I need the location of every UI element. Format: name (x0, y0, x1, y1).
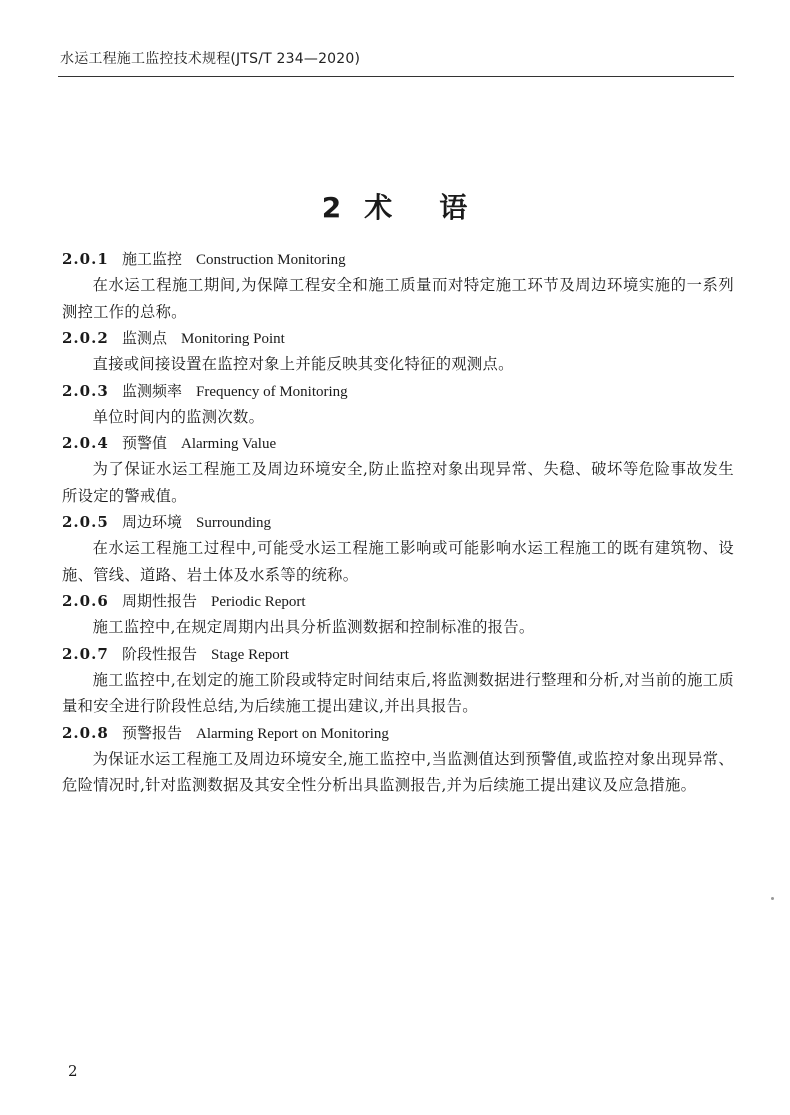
header-rule (58, 76, 734, 77)
term-chinese-name: 监测点 (122, 329, 168, 347)
term-heading (62, 641, 734, 667)
term-chinese-name: 监测频率 (122, 381, 183, 400)
page-number: 2 (68, 1062, 78, 1080)
term-english-name: Frequency of Monitoring (196, 383, 348, 400)
term-code: 2.0.6 (62, 592, 109, 610)
term-english-name: Alarming Value (181, 436, 277, 452)
term-2-0-1 (62, 246, 734, 325)
term-english-name: Periodic Report (211, 594, 306, 610)
term-2-0-7 (62, 641, 734, 720)
term-heading (62, 720, 734, 746)
term-definition: 在水运工程施工期间,为保障工程安全和施工质量而对特定施工环节及周边环境实施的一系列测控工作的总称。 (62, 276, 734, 321)
terms-list (62, 246, 734, 799)
term-english-name: Monitoring Point (181, 331, 285, 347)
term-2-0-2 (62, 325, 734, 378)
term-code: 2.0.4 (62, 434, 109, 452)
term-chinese-name: 阶段性报告 (122, 644, 198, 663)
term-chinese-name: 周边环境 (122, 513, 183, 531)
term-heading (62, 325, 734, 351)
term-chinese-name: 预警报告 (122, 723, 183, 742)
term-definition: 施工监控中,在划定的施工阶段或特定时间结束后,将监测数据进行整理和分析,对当前的施工质量和安全进行阶段性总结,为后续施工提出建议,并出具报告。 (62, 670, 734, 715)
term-english-name: Construction Monitoring (196, 252, 346, 268)
term-code: 2.0.8 (62, 723, 109, 742)
term-definition: 施工监控中,在规定周期内出具分析监测数据和控制标准的报告。 (92, 618, 535, 636)
chapter-number: 2 (321, 191, 343, 224)
term-heading (62, 588, 734, 614)
term-definition: 为保证水运工程施工及周边环境安全,施工监控中,当监测值达到预警值,或监控对象出现异常、危险情况时,针对监测数据及其安全性分析出具监测报告,并为后续施工提出建议及应急措施。 (62, 749, 734, 794)
term-english-name: Alarming Report on Monitoring (196, 725, 389, 742)
term-chinese-name: 预警值 (122, 434, 168, 452)
term-chinese-name: 周期性报告 (122, 592, 198, 610)
term-code: 2.0.3 (62, 381, 109, 400)
term-definition: 为了保证水运工程施工及周边环境安全,防止监控对象出现异常、失稳、破坏等危险事故发生所设定的警戒值。 (62, 460, 734, 505)
chapter-title-char-1: 术 (364, 191, 394, 224)
term-code: 2.0.1 (62, 250, 109, 268)
term-chinese-name: 施工监控 (122, 250, 183, 268)
term-2-0-6 (62, 588, 734, 641)
term-heading (62, 378, 734, 404)
term-english-name: Stage Report (211, 646, 289, 663)
term-heading (62, 509, 734, 535)
chapter-title (0, 186, 790, 226)
chapter-title-char-2: 语 (439, 191, 469, 224)
term-heading (62, 430, 734, 456)
scan-speck (771, 897, 774, 900)
term-heading (62, 246, 734, 272)
term-2-0-5 (62, 509, 734, 588)
term-definition: 单位时间内的监测次数。 (92, 407, 265, 426)
term-english-name: Surrounding (196, 515, 272, 531)
term-2-0-3 (62, 378, 734, 431)
running-header: 水运工程施工监控技术规程(JTS/T 234—2020) (60, 51, 361, 67)
term-2-0-8 (62, 720, 734, 799)
term-definition: 在水运工程施工过程中,可能受水运工程施工影响或可能影响水运工程施工的既有建筑物、设施、管线、道路、岩土体及水系等的统称。 (62, 539, 734, 584)
term-code: 2.0.5 (62, 513, 109, 531)
term-code: 2.0.7 (62, 644, 109, 663)
term-definition: 直接或间接设置在监控对象上并能反映其变化特征的观测点。 (92, 355, 514, 373)
term-code: 2.0.2 (62, 329, 109, 347)
term-2-0-4 (62, 430, 734, 509)
